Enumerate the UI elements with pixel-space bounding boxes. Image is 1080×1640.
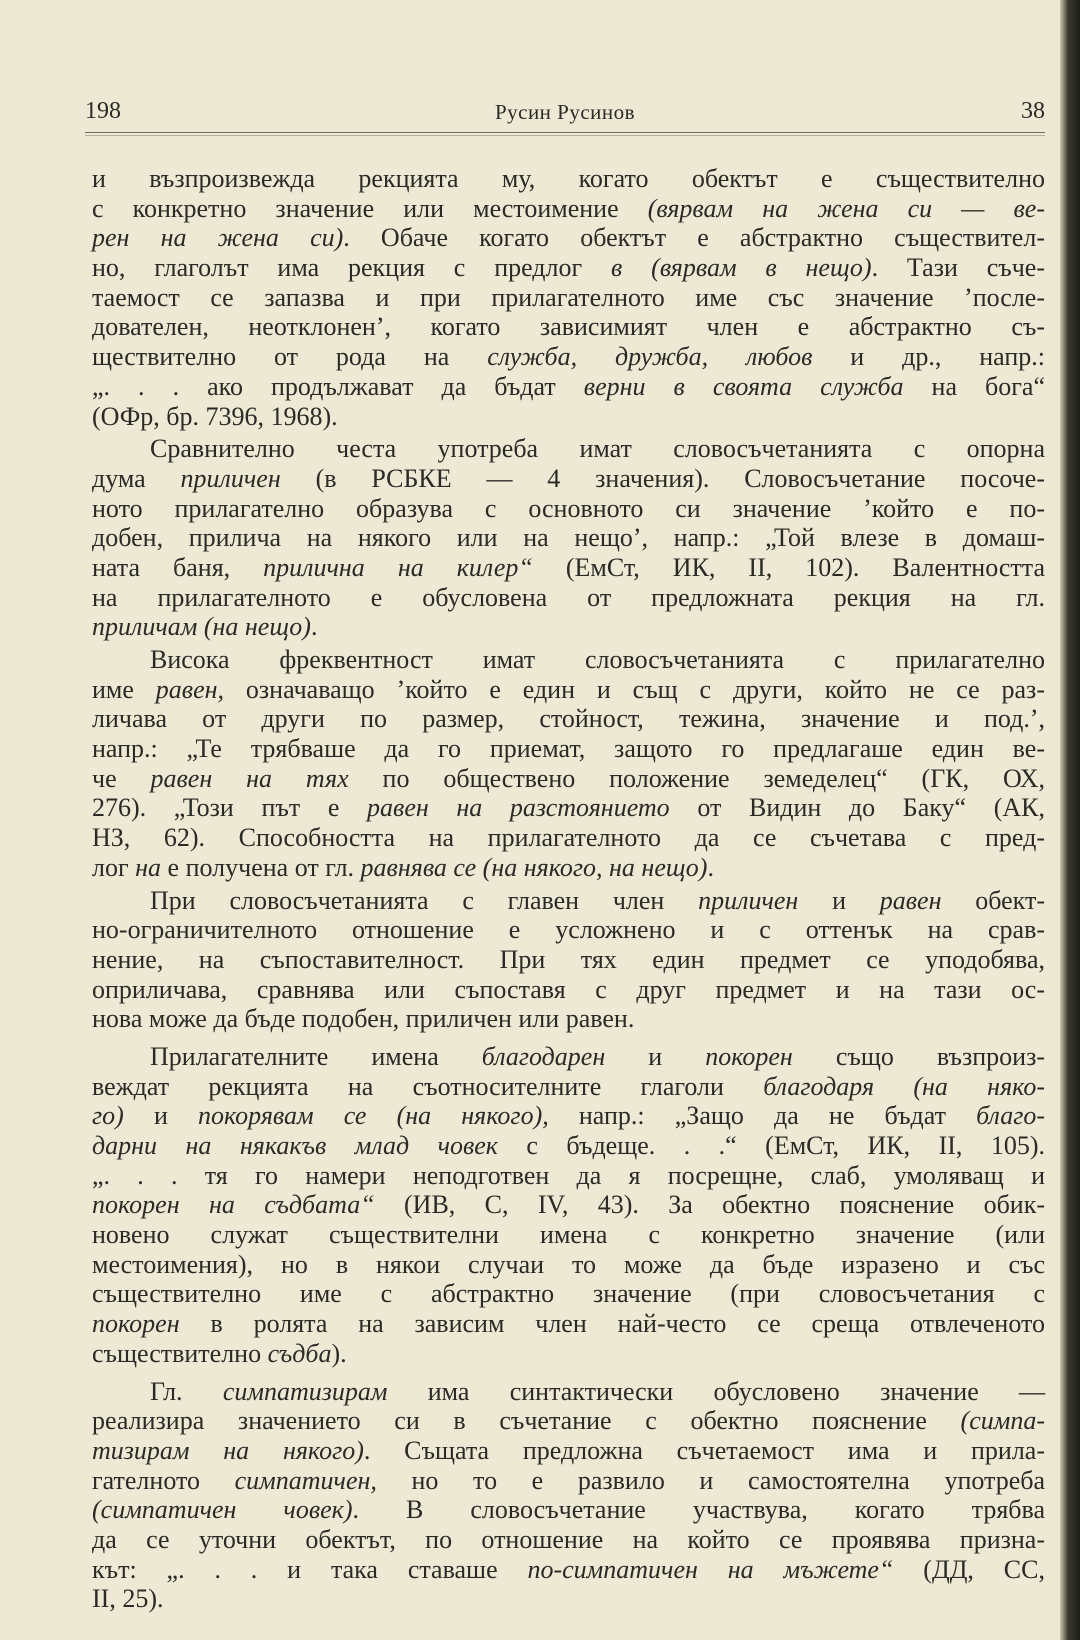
text-segment: реализира значението си в съчетание с обектно пояснение [92,1406,961,1436]
italic-example-text: (симпа- [960,1406,1045,1436]
text-segment: 276). „Този път е [92,793,368,823]
text-line [92,675,1045,705]
text-line [92,583,1045,613]
text-segment: има синтактически обусловено значение — [387,1376,1045,1406]
text-line [92,1131,1045,1161]
italic-example-text: покорявам се (на някого), [197,1101,549,1131]
paragraph [92,1042,1045,1369]
italic-example-text: (вярвам на жена си — ве- [647,193,1045,223]
italic-example-text: (симпатичен човек) [92,1495,353,1525]
text-line [92,1309,1045,1339]
text-line [92,612,1045,642]
text-segment: също възпроиз- [792,1041,1045,1071]
italic-example-text: верни в своята служба [583,371,904,401]
text-line [92,1525,1045,1555]
text-segment: на прилагателното е обусловена от предложната рекция на гл. [92,582,1045,612]
text-line [92,434,1045,464]
text-segment: от Видин до Баку“ (АК, [669,793,1045,823]
italic-example-text: служба, дружба, любов [487,342,813,372]
italic-example-text: тизирам на някого) [92,1435,364,1465]
text-line [92,1339,1045,1369]
text-line [92,645,1045,675]
section-number: 38 [1021,98,1045,124]
text-line [92,342,1045,372]
text-segment: лог [92,852,136,882]
italic-example-text: в (вярвам в нещо) [611,253,872,283]
text-line [92,1436,1045,1466]
italic-example-text: приличен [698,885,799,915]
text-line [92,194,1045,224]
italic-example-text: равен на тях [150,763,349,793]
text-line [92,704,1045,734]
text-segment: съществително [92,1338,268,1368]
text-line [92,464,1045,494]
text-segment: (ДД, СС, [893,1554,1045,1584]
text-segment: Висока фреквентност имат словосъчетанията с прилагателно [150,645,1045,674]
text-segment: дователен, неотклонен’, когато зависимият член е абстрактно съ- [92,312,1045,342]
text-line [92,1072,1045,1102]
text-segment: II, 25). [92,1584,164,1614]
paragraph [92,645,1045,883]
text-segment: е получена от гл. [161,852,361,882]
page-number: 198 [85,98,121,124]
text-line [92,1101,1045,1131]
text-segment: гателното [92,1465,235,1495]
text-line [92,1555,1045,1585]
header-rule [85,132,1045,133]
text-segment: (ОФр, бр. 7396, 1968). [92,401,338,431]
text-segment: . В словосъчетание участвува, когато трябва [352,1495,1046,1525]
paragraph [92,164,1045,431]
text-segment: но, глаголът има рекция с предлог [92,253,612,283]
text-line [92,1161,1045,1191]
text-segment: съществително име с абстрактно значение (при словосъчетания с [92,1279,1045,1309]
italic-example-text: рен на жена си) [92,223,344,253]
text-segment: „. . . тя го намери неподготвен да я посрещне, слаб, умоляващ и [92,1160,1045,1190]
italic-example-text: дарни на някакъв млад човек [92,1131,498,1160]
text-line [92,164,1045,194]
text-line [92,312,1045,342]
text-line [92,734,1045,764]
text-segment: Сравнително честа употреба имат словосъчетанията с опорна [150,434,1045,464]
text-segment: . Обаче когато обектът е абстрактно съществител- [343,223,1045,253]
text-segment: ната баня, [92,552,264,582]
text-line [92,253,1045,283]
text-line [92,523,1045,553]
text-segment: с бъдеще. . .“ (ЕмСт, ИК, II, 105). [497,1131,1045,1160]
text-segment: . [707,852,714,882]
running-header [85,98,1045,130]
text-segment: и [123,1101,198,1131]
text-segment: Гл. [150,1376,223,1406]
italic-example-text: равен [879,885,942,915]
text-segment: (ЕмСт, ИК, II, 102). Валентността [532,552,1045,582]
text-line [92,1220,1045,1250]
text-segment: таемост се запазва и при прилагателното име със значение ’после- [92,282,1045,312]
paragraph [92,1377,1045,1615]
text-segment: но-ограничителното отношение е усложнено и с оттенък на срав- [92,915,1045,945]
text-segment: „. . . ако продължават да бъдат [92,371,584,401]
text-segment: кът: „. . . и така ставаше [92,1554,528,1584]
text-line [92,1584,1045,1614]
text-segment: на бога“ [903,371,1045,401]
text-line [92,793,1045,823]
text-segment: НЗ, 62). Способността на прилагателното да се съчетава с пред- [92,823,1045,853]
text-line [92,1495,1045,1525]
text-segment: но то е развило и самостоятелна употреба [376,1465,1045,1495]
text-line [92,553,1045,583]
italic-example-text: равен, [155,674,225,704]
text-line [92,223,1045,253]
italic-example-text: равен на разстоянието [367,793,670,823]
text-line [92,853,1045,883]
text-line [92,1406,1045,1436]
header-rule-secondary [85,135,1045,136]
italic-example-text: прилична на килер“ [263,552,533,582]
italic-example-text: на [135,852,162,882]
text-segment: че [92,763,151,793]
text-line [92,402,1045,432]
text-line [92,975,1045,1005]
text-line [92,915,1045,945]
text-segment: Прилагателните имена [150,1041,482,1071]
text-segment: ). [331,1338,347,1368]
italic-example-text: съдба [267,1338,332,1368]
text-segment: местоимения), но в някои случаи то може да бъде изразено и със [92,1249,1045,1279]
italic-example-text: равнява се (на някого, на нещо) [360,852,708,882]
text-line [92,283,1045,313]
italic-example-text: по-симпатичен на мъжете“ [527,1554,894,1584]
italic-example-text: благодарен [481,1041,606,1071]
text-segment: При словосъчетанията с главен член [150,885,699,915]
running-title-author: Русин Русинов [494,100,636,124]
italic-example-text: покорен на съдбата“ [92,1190,375,1220]
text-segment: личава от други по размер, стойност, тежина, значение и под.’, [92,704,1045,734]
text-segment: и [798,885,880,915]
italic-example-text: приличен [180,463,281,493]
italic-example-text: симпатизирам [222,1376,388,1406]
text-segment: и възпроизвежда рекцията му, когато обектът е съществително [92,164,1045,193]
text-segment: дума [92,463,181,493]
text-segment: означаващо ’който е един и същ с други, който не се раз- [224,674,1045,704]
text-segment: и [605,1041,706,1071]
text-line [92,1042,1045,1072]
text-line [92,1279,1045,1309]
text-segment: по обществено положение земеделец“ (ГК, ОХ, [348,763,1045,793]
text-segment: (в РСБКЕ — 4 значения). Словосъчетание посоче- [280,463,1046,493]
text-segment: ното прилагателно образува с основното си значение ’който е по- [92,493,1045,523]
text-segment: и др., напр.: [812,342,1045,372]
text-segment: в ролята на зависим член най-често се среща отвлеченото [179,1309,1045,1339]
text-line [92,1250,1045,1280]
text-segment: веждат рекцията на съотносителните глаголи [92,1071,764,1101]
text-segment: оприличава, сравнява или съпоставя с друг предмет и на тази ос- [92,974,1045,1004]
text-line [92,372,1045,402]
text-line [92,1190,1045,1220]
italic-example-text: покорен [705,1041,793,1071]
text-segment: с конкретно значение или местоимение [92,193,648,223]
paragraph [92,886,1045,1034]
italic-example-text: симпатичен, [234,1465,377,1495]
text-segment: нова може да бъде подобен, приличен или равен. [92,1004,635,1034]
italic-example-text: благо- [976,1101,1045,1131]
text-line [92,1004,1045,1034]
text-line [92,764,1045,794]
text-line [92,823,1045,853]
italic-example-text: покорен [92,1309,180,1339]
text-segment: да се уточни обектът, по отношение на който се проявява призна- [92,1524,1045,1554]
text-line [92,945,1045,975]
text-segment: име [92,674,156,704]
text-segment: (ИВ, С, IV, 43). За обектно пояснение обик- [374,1190,1045,1220]
text-line [92,1466,1045,1496]
text-segment: напр.: „Защо да не бъдат [548,1101,977,1131]
text-segment: ществително от рода на [92,342,488,372]
text-line [92,886,1045,916]
paragraph [92,434,1045,642]
text-segment: . Тази съче- [871,253,1045,283]
text-segment: обект- [941,885,1045,915]
text-segment: новено служат съществителни имена с конкретно значение (или [92,1220,1045,1250]
text-segment: . Същата предложна съчетаемост има и прила- [363,1435,1045,1465]
text-segment: нение, на съпоставителност. При тях един предмет се уподобява, [92,944,1045,974]
page-body-text [92,164,1045,1614]
italic-example-text: приличам (на нещо) [92,612,311,642]
text-segment: добен, прилича на някого или на нещо’, напр.: „Той влезе в домаш- [92,523,1045,553]
italic-example-text: благодаря (на няко- [763,1071,1045,1101]
italic-example-text: го) [92,1101,124,1131]
book-binding-edge [1060,0,1080,1640]
text-line [92,494,1045,524]
text-segment: . [310,612,318,642]
text-line [92,1377,1045,1407]
text-segment: напр.: „Те трябваше да го приемат, защото го предлагаше един ве- [92,734,1045,764]
